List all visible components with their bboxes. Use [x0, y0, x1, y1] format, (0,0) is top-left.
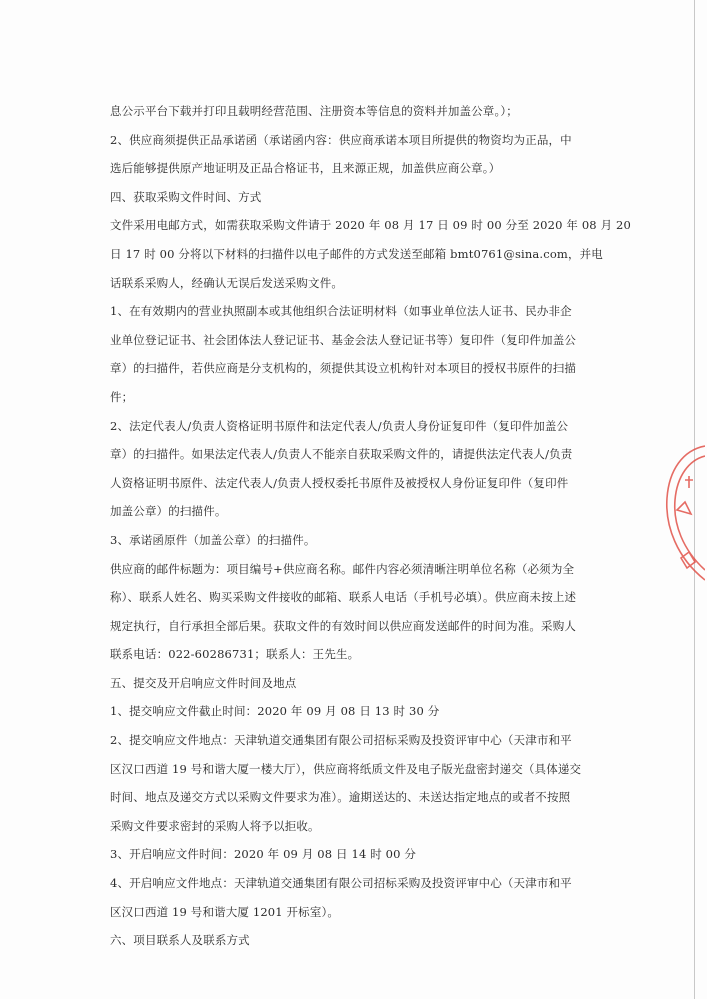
text-line: 息公示平台下载并打印且载明经营范围、注册资本等信息的资料并加盖公章。）；	[110, 104, 518, 118]
text-line: 文件采用电邮方式，如需获取采购文件请于 2020 年 08 月 17 日 09 时 00 分至 2020 年 08 月 20	[110, 218, 631, 233]
document-body	[110, 97, 631, 955]
text-line: 采购文件要求密封的采购人将予以拒收。	[110, 818, 320, 833]
text-line: 2、法定代表人/负责人资格证明书原件和法定代表人/负责人身份证复印件（复印件加盖公	[110, 418, 569, 433]
text-line: 时间、地点及递交方式以采购文件要求为准）。逾期送达的、未送达指定地点的或者不按照	[110, 790, 571, 805]
text-line: 日 17 时 00 分将以下材料的扫描件以电子邮件的方式发送至邮箱 bmt0761@sina.com，并电	[110, 246, 603, 261]
text-line: 2、提交响应文件地点：天津轨道交通集团有限公司招标采购及投资评审中心（天津市和平	[110, 733, 572, 748]
section-heading: 四、获取采购文件时间、方式	[110, 189, 262, 204]
text-line: 1、在有效期内的营业执照副本或其他组织合法证明材料（如事业单位法人证书、民办非企	[110, 304, 572, 319]
text-line: 话联系采购人，经确认无误后发送采购文件。	[110, 275, 343, 290]
text-line: 3、承诺函原件（加盖公章）的扫描件。	[110, 532, 316, 547]
text-line: 件；	[110, 389, 134, 404]
text-line: 4、开启响应文件地点：天津轨道交通集团有限公司招标采购及投资评审中心（天津市和平	[110, 876, 572, 891]
section-heading: 五、提交及开启响应文件时间及地点	[110, 675, 297, 690]
text-line: 称）、联系人姓名、购买采购文件接收的邮箱、联系人电话（手机号必填）。供应商未按上述	[110, 590, 577, 605]
text-line: 人资格证明书原件、法定代表人/负责人授权委托书原件及被授权人身份证复印件（复印件	[110, 475, 569, 490]
text-line: 加盖公章）的扫描件。	[110, 504, 227, 519]
text-line: 规定执行，自行承担全部后果。获取文件的有效时间以供应商发送邮件的时间为准。采购人	[110, 618, 576, 633]
text-line: 业单位登记证书、社会团体法人登记证书、基金会法人登记证书等）复印件（复印件加盖公	[110, 332, 576, 347]
text-line: 2、供应商须提供正品承诺函（承诺函内容：供应商承诺本项目所提供的物资均为正品，中	[110, 132, 572, 147]
section-heading: 六、项目联系人及联系方式	[110, 933, 250, 948]
text-line: 章）的扫描件，若供应商是分支机构的，须提供其设立机构针对本项目的授权书原件的扫描	[110, 361, 576, 376]
text-line: 区汉口西道 19 号和谐大厦 1201 开标室）。	[110, 904, 340, 919]
text-line: 章）的扫描件。如果法定代表人/负责人不能亲自获取采购文件的，请提供法定代表人/负责	[110, 447, 573, 462]
text-line: 供应商的邮件标题为：项目编号+供应商名称。邮件内容必须清晰注明单位名称（必须为全	[110, 561, 575, 576]
red-seal-stamp	[655, 440, 705, 590]
text-line: 3、开启响应文件时间：2020 年 09 月 08 日 14 时 00 分	[110, 847, 417, 862]
seal-graphic	[655, 440, 705, 590]
text-line: 联系电话：022-60286731；联系人：王先生。	[110, 647, 360, 662]
text-line: 选后能够提供原产地证明及正品合格证书，且来源正规，加盖供应商公章。）	[110, 161, 501, 176]
text-line: 1、提交响应文件截止时间：2020 年 09 月 08 日 13 时 30 分	[110, 704, 440, 719]
text-line: 区汉口西道 19 号和谐大厦一楼大厅），供应商将纸质文件及电子版光盘密封递交（具体递交	[110, 761, 582, 776]
